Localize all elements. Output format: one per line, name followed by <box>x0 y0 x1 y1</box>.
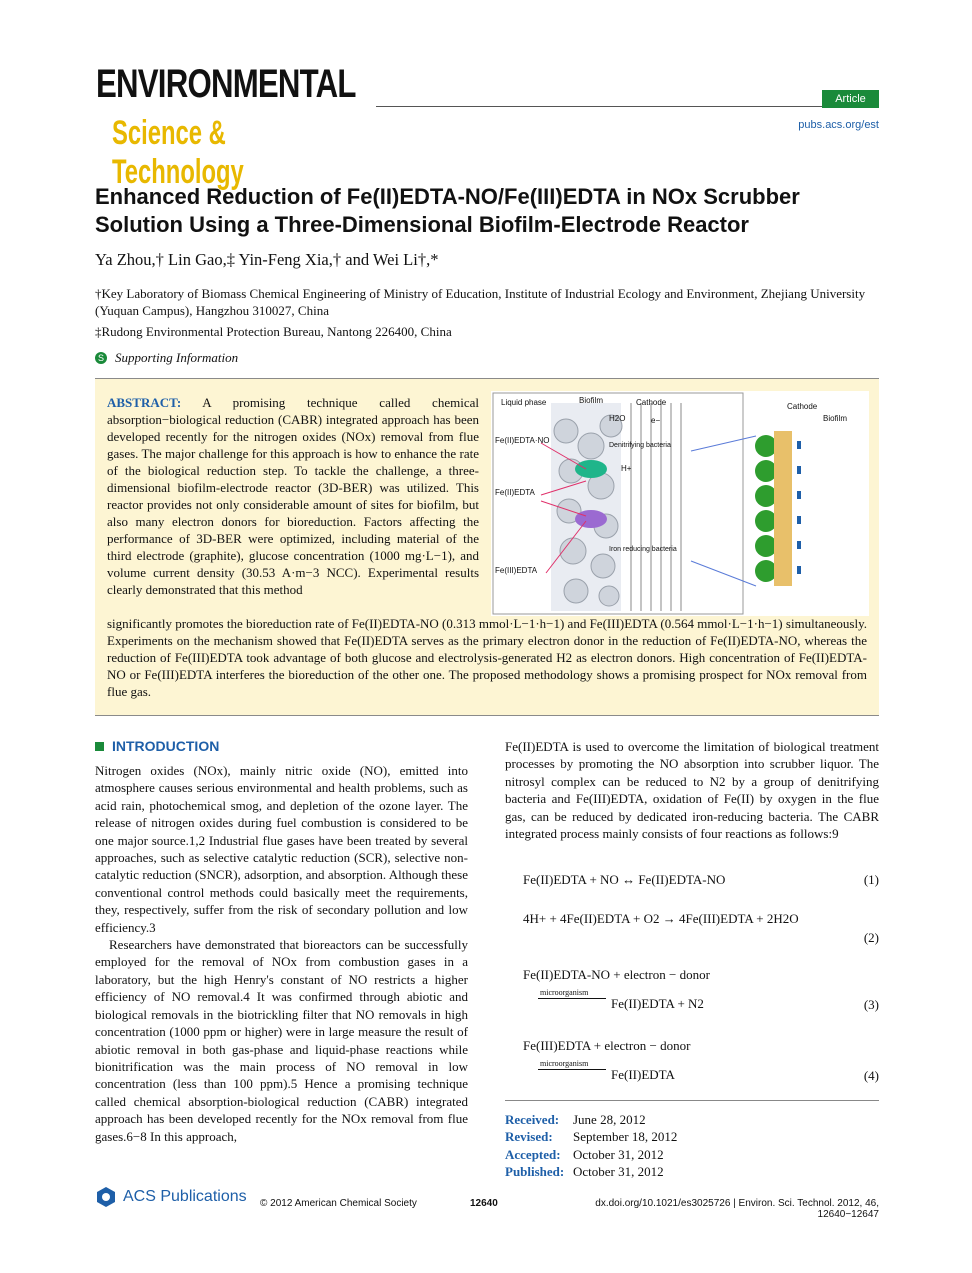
fig-label-cathode2: Cathode <box>787 402 818 411</box>
abstract-box <box>95 378 879 716</box>
intro-heading-label: INTRODUCTION <box>112 738 220 754</box>
abstract-label: ABSTRACT: <box>107 395 182 410</box>
equation-2-number: (2) <box>863 930 879 945</box>
affiliation-2: ‡Rudong Environmental Protection Bureau, Nantong 226400, China <box>95 324 452 339</box>
logo-line2: Science & Technology <box>112 114 244 191</box>
author-list: Ya Zhou,† Lin Gao,‡ Yin-Feng Xia,† and Wei Li†,* <box>95 250 439 269</box>
fig-label-fe3: Fe(III)EDTA <box>495 566 538 575</box>
fig-label-iron: Iron reducing bacteria <box>609 546 677 553</box>
date-accepted: Accepted: October 31, 2012 <box>505 1146 664 1162</box>
equation-4: Fe(III)EDTA + electron − donor <box>523 1038 691 1053</box>
intro-para-1: Nitrogen oxides (NOx), mainly nitric oxide (NO), emitted into atmosphere causes serious environmental and health problems, such as acid rain, photochemical smog, and depletion of the ozone layer. The release of nitrogen oxides during fuel combustion is considered to be one major source.1,2 Industrial flue gases have been treated by several approaches, such as selective catalytic reduction (SCR), selective non-catalytic reduction (SNCR), adsorption, and absorption. Although these conventional control methods could basically meet the requirements, they, respectively, suffer from the risk of secondary pollution and low efficiency.3 <box>95 763 468 935</box>
equation-4-over: microorganism <box>540 1059 589 1068</box>
equation-3-number: (3) <box>863 997 879 1012</box>
equation-4-product: Fe(II)EDTA <box>611 1067 675 1082</box>
date-published: Published: October 31, 2012 <box>505 1164 664 1180</box>
acs-hexagon-icon <box>95 1186 117 1208</box>
toc-graphic <box>491 391 869 616</box>
section-marker-icon <box>95 742 104 751</box>
fig-label-biofilm2: Biofilm <box>823 414 848 423</box>
abstract-part1: A promising technique called chemical absorption−biological reduction (CABR) integrated approach has been developed recently for the nitrogen oxides (NOx) removal from flue gases. The major challenge for this approach is how to enhance the rate of the biological reduction step. To tackle the challenge, a three-dimensional biofilm-electrode reactor (3D-BER) was utilized. This reactor provides not only considerable amount of sites for biofilm, but also many electron donors for bioreduction. Factors affecting the performance of 3D-BER were optimized, including material of the third electrode (graphite), glucose concentration (1000 mg·L−1), and volume current density (30.53 A·m−3 NCC). Experimental results clearly demonstrated that this method <box>107 395 479 597</box>
equation-4-number: (4) <box>863 1068 879 1083</box>
denitrifying-bacteria-shape <box>575 460 607 478</box>
equation-3-over: microorganism <box>540 988 589 997</box>
fig-label-fe2no: Fe(II)EDTA·NO <box>495 436 550 445</box>
article-title: Enhanced Reduction of Fe(II)EDTA-NO/Fe(III)EDTA in NOx Scrubber Solution Using a Three-Dimensional Biofilm-Electrode Reactor <box>95 184 800 237</box>
equation-3: Fe(II)EDTA-NO + electron − donor <box>523 967 710 982</box>
right-column <box>505 738 879 842</box>
equation-2: 4H+ + 4Fe(II)EDTA + O2 → 4Fe(III)EDTA + 2H2O <box>523 911 799 926</box>
fig-label-biofilm: Biofilm <box>579 396 604 405</box>
fig-label-liquid: Liquid phase <box>501 398 547 407</box>
fig-label-e: e− <box>651 416 661 425</box>
date-revised: Revised: September 18, 2012 <box>505 1129 678 1145</box>
intro-para-3: Fe(II)EDTA is used to overcome the limitation of biological treatment processes by promoting the NO absorption into scrubber liquor. The nitrosyl complex can be reduced to N2 by a group of denitrifying bacteria and Fe(III)EDTA, oxidation of Fe(II) by oxygen in the flue gas, can be reduced by dedicated iron-reducing bacteria. The CABR integrated process mainly consists of four reactions as follows:9 <box>505 739 879 842</box>
copyright: © 2012 American Chemical Society <box>260 1198 417 1209</box>
acs-publications-label: ACS Publications <box>123 1188 247 1205</box>
fig-label-h: H+ <box>621 464 632 473</box>
fig-label-cathode: Cathode <box>636 398 667 407</box>
abstract-part2: significantly promotes the bioreduction rate of Fe(II)EDTA-NO (0.313 mmol·L−1·h−1) and Fe(III)EDTA (0.564 mmol·L−1·h−1) simultaneously. Experiments on the mechanism showed that Fe(II)EDTA serves as the primary electron donor in the reduction of Fe(II)EDTA-NO, whereas the reduction of Fe(III)EDTA took advantage of both glucose and electrolysis-generated H2 as electron donors. High concentration of Fe(II)EDTA-NO or Fe(III)EDTA interferes the bioreduction of the other one. The proposed methodology shows a promising prospect for NOx removal from flue gas. <box>107 616 868 699</box>
journal-logo <box>96 62 361 191</box>
supporting-info-icon: S <box>95 352 107 364</box>
supporting-info-label: Supporting Information <box>115 350 239 365</box>
intro-heading <box>95 738 219 754</box>
equation-1: Fe(II)EDTA + NO ↔ Fe(II)EDTA-NO <box>523 872 726 887</box>
acs-logo <box>95 1186 247 1208</box>
affiliation-1: †Key Laboratory of Biomass Chemical Engineering of Ministry of Education, Institute of Industrial Ecology and Environment, Zhejiang University (Yuquan Campus), Hangzhou 310027, China <box>95 286 866 318</box>
doi-citation[interactable]: dx.doi.org/10.1021/es3025726 | Environ. Sci. Technol. 2012, 46, 12640−12647 <box>595 1198 879 1220</box>
equation-3-product: Fe(II)EDTA + N2 <box>611 996 704 1011</box>
fig-label-fe2: Fe(II)EDTA <box>495 488 535 497</box>
journal-url[interactable]: pubs.acs.org/est <box>798 119 879 131</box>
fig-label-h2o: H2O <box>609 414 626 423</box>
equation-1-number: (1) <box>863 872 879 887</box>
article-type-badge: Article <box>822 90 879 108</box>
publication-dates <box>505 1100 879 1181</box>
iron-bacteria-shape <box>575 510 607 528</box>
equation-3-arrow <box>538 998 606 999</box>
left-column <box>95 762 468 1145</box>
equation-4-arrow <box>538 1069 606 1070</box>
logo-line1: ENVIRONMENTAL <box>96 62 356 106</box>
intro-para-2: Researchers have demonstrated that bioreactors can be successfully employed for the removal of NOx from combustion gases in a laboratory, but the high Henry's constant of NO restricts a higher efficiency of NO removal.4 It was confirmed through abiotic and biological removals in the biotrickling filter that NO removals in high concentration (1000 ppm or higher) were in large measure the result of abiotic removal in both gas-phase and liquid-phase reactions while bionitrification was the main process of NO removal in low concentration (less than 100 ppm).5 Hence a promising technique called chemical absorption-biological reduction (CABR) integrated approach has been developed recently for the NOx removal from flue gases.6−8 In this approach, <box>95 937 468 1144</box>
fig-label-denit: Denitrifying bacteria <box>609 442 671 449</box>
abstract-text-1 <box>107 394 479 598</box>
supporting-info-link[interactable] <box>95 350 238 366</box>
date-received: Received: June 28, 2012 <box>505 1112 646 1127</box>
header-rule <box>376 106 879 107</box>
page-number: 12640 <box>470 1198 498 1209</box>
